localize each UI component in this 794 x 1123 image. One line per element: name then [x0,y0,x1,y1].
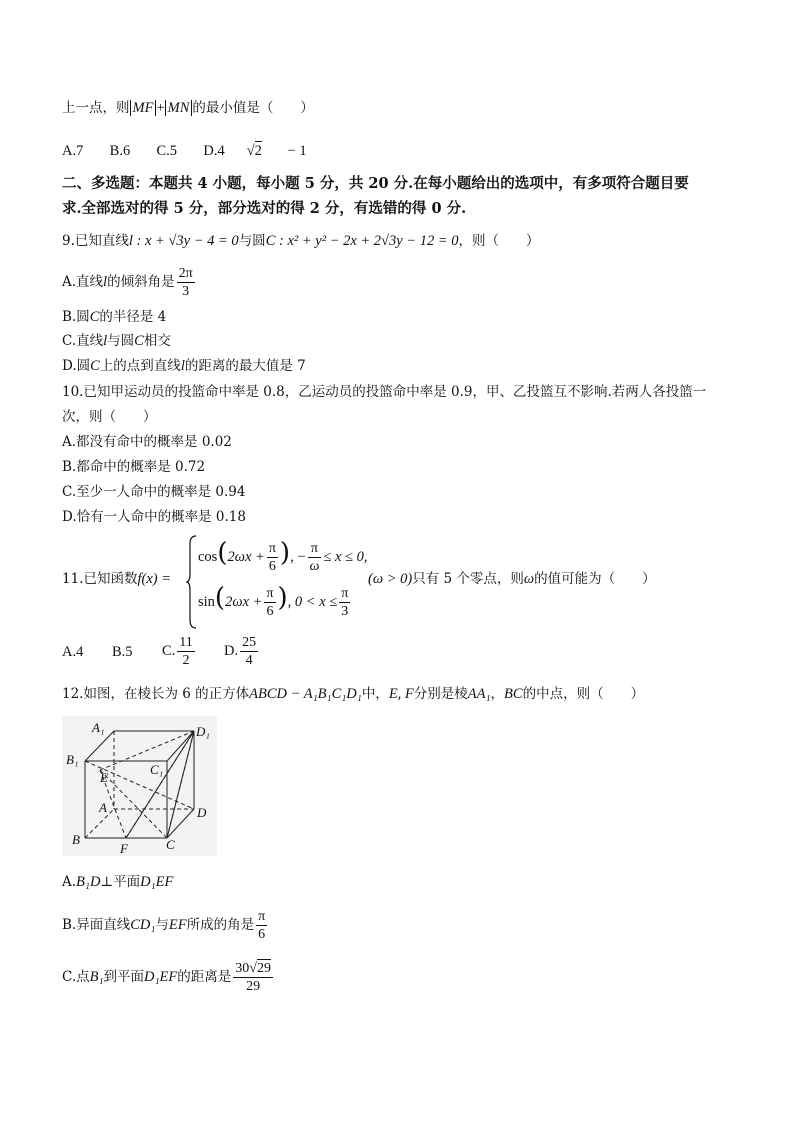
q12-c-plane: D₁EF [144,969,178,985]
label-c: C [166,837,175,852]
q9-d-mid: 上的点到直线 [99,358,181,374]
q8-d-prefix: D.4 [203,143,225,159]
fraction-25-4 [240,634,258,669]
q8-option-c: C.5 [156,143,178,159]
q8-stem-tail [62,99,314,117]
q9-circle-equation: C : x² + y² − 2x + 2√3y − 12 = 0 [265,233,459,249]
q12-stem-c: 分别是棱 [413,686,468,702]
frac-den: ω [309,559,320,574]
q12-a-prefix: A. [62,874,77,890]
q8-d-suffix: − 1 [287,143,307,159]
q12-option-c [62,960,275,995]
fraction-2pi-3 [177,265,195,300]
q12-stem-a: 12.如图，在棱长为 6 的正方体 [62,686,250,702]
q11-case1-sep: , − [290,549,306,565]
section2-line1: 二、多选题：本题共 4 小题，每小题 5 分，共 20 分.在每小题给出的选项中，有多项符合题目要 [62,175,689,192]
q11-stem-a: 11.已知函数 [62,571,138,587]
frac-den: 6 [268,559,276,574]
label-a1: A₁ [92,720,105,735]
fraction-11-2 [177,634,194,669]
q12-ef: E, F [388,686,414,702]
num-coeff: 30 [235,961,250,976]
q12-b-ef: EF [168,917,187,933]
q9-line-equation: l : x + √3y − 4 = 0 [128,233,239,249]
q9-option-d [62,357,306,375]
q10-option-d: D.恰有一人命中的概率是 0.18 [62,509,246,525]
fraction-pi-6 [267,540,278,575]
q12-b-prefix: B.异面直线 [62,917,131,933]
frac-den: 29 [246,979,261,994]
q8-prefix: 上一点，则 [62,100,130,116]
q10-option-a: A.都没有命中的概率是 0.02 [62,434,232,450]
q11-case2-arg: 2ωx + [225,594,263,610]
label-b1: B₁ [66,752,79,767]
q8-suffix: 的最小值是（ ） [192,100,314,116]
q11-stem-b: 只有 5 个零点，则 [412,571,524,587]
q12-b-mid: 与 [155,917,169,933]
q9-c-c: C [134,333,144,349]
frac-num: π [308,540,322,558]
frac-num: 2π [178,266,193,281]
fraction-pi-6 [256,908,267,943]
q9-stem-c: ，则（ ） [458,233,540,249]
section2-line2: 求.全部选对的得 5 分，部分选对的得 2 分，有选错的得 0 分. [62,200,467,217]
q11-stem-a-block [62,570,171,588]
q12-stem-d: ， [490,686,505,702]
q9-d-c: C [90,358,100,374]
q9-d-l: l [180,358,185,374]
q12-cube-name: ABCD − A₁B₁C₁D₁ [249,686,362,702]
frac-den: 2 [182,653,190,668]
abs-mf [130,100,157,116]
frac-num: π [341,586,349,601]
abs-mn [165,100,193,116]
fraction-30sqrt29-29 [233,960,273,995]
q10-option-c: C.至少一人命中的概率是 0.94 [62,484,246,500]
fraction-pi-6 [264,585,275,620]
q9-d-prefix: D.圆 [62,358,91,374]
frac-den: 3 [341,604,349,619]
q8-options [62,142,351,160]
q11-case1-arg: 2ωx + [227,549,265,565]
q8-option-d: D.4 √2 − 1 [203,143,307,159]
q11-case2-range: , 0 < x ≤ [287,594,338,610]
q12-bc: BC [504,686,523,702]
paren-close: ) [277,583,288,613]
label-d: D [197,805,207,820]
q11-option-c [162,634,224,669]
q9-d-tail: 的距离的最大值是 7 [184,358,306,374]
q12-a-b1d: B₁D [76,874,101,890]
frac-den: 3 [182,284,190,299]
label-f: F [120,841,128,856]
q12-option-b [62,908,269,943]
mf-text: MF [132,100,154,116]
q12-c-b1: B₁ [89,969,104,985]
q12-stem-b: 中， [361,686,389,702]
q11-omega: ω [523,571,535,587]
q12-c-prefix: C.点 [62,969,90,985]
q12-stem [62,685,644,703]
q12-a-plane: D₁EF [140,874,174,890]
q11-options [62,634,260,669]
q12-b-tail: 所成的角是 [186,917,255,933]
q12-option-a [62,873,173,891]
paren-open: ( [217,538,228,568]
q9-a-l: l [103,274,108,290]
q11-brace [186,534,198,630]
q11-sin: sin [198,594,215,610]
q11-cos: cos [198,549,218,565]
q11-option-b: B.5 [112,643,133,660]
q10-stem-line1: 10.已知甲运动员的投篮命中率是 0.8，乙运动员的投篮命中率是 0.9，甲、乙投篮互不影响.若两人各投篮一 [62,384,707,400]
q11-stem-c: 的值可能为（ ） [534,571,656,587]
q11-case2 [198,585,352,620]
q9-b-tail: 的半径是 4 [99,309,167,325]
q12-b-cd1: CD₁ [130,917,156,933]
q12-aa1: AA₁ [467,686,491,702]
q11-option-d [224,635,260,668]
q12-c-tail: 的距离是 [177,969,232,985]
q9-option-c [62,332,171,350]
paren-close: ) [279,538,291,568]
frac-num: π [268,541,276,556]
q9-stem [62,232,540,250]
paren-open: ( [214,583,226,613]
q12-c-mid: 到平面 [103,969,145,985]
q11-case1 [198,540,368,575]
frac-num: π [266,586,274,601]
q9-b-prefix: B.圆 [62,309,90,325]
q9-b-c: C [89,309,100,325]
q11-fx: f(x) = [137,571,172,587]
frac-den: 6 [266,604,274,619]
q11-c-prefix: C. [162,642,176,659]
label-a: A [99,800,107,815]
q12-stem-e: 的中点，则（ ） [522,686,645,702]
label-b: B [72,832,80,847]
fraction-pi-3 [339,585,350,620]
q11-stem-b-block [368,570,656,588]
q9-c-mid: 与圆 [107,333,135,349]
q8-d-radicand: 2 [254,143,262,159]
q10-stem-line2: 次，则（ ） [62,409,157,425]
q11-case1-range: ≤ x ≤ 0, [323,549,368,565]
frac-den: 4 [245,653,253,668]
frac-num: 25 [242,635,257,650]
label-e: E [100,770,108,785]
fraction-pi-omega [308,540,322,575]
label-d1: D₁ [196,724,210,739]
q9-option-a [62,265,197,300]
q9-c-prefix: C.直线 [62,333,104,349]
q9-a-mid: 的倾斜角是 [107,274,175,290]
q11-d-prefix: D. [224,642,239,659]
frac-num: 30√29 [235,961,271,976]
mn-text: MN [167,100,190,116]
q8-option-b: B.6 [109,143,131,159]
q9-a-prefix: A.直线 [62,274,104,290]
label-c1: C₁ [150,762,164,777]
q9-stem-b: 与圆 [238,233,266,249]
q9-stem-a: 9.已知直线 [62,233,129,249]
q9-c-tail: 相交 [143,333,171,349]
q10-option-b: B.都命中的概率是 0.72 [62,459,206,475]
frac-num: π [258,909,266,924]
q11-option-a: A.4 [62,643,84,660]
q8-option-a: A.7 [62,143,84,159]
plus-sign: + [156,100,165,116]
num-radicand: 29 [256,961,271,976]
frac-num: 11 [179,635,193,650]
q12-a-mid: ⊥平面 [100,874,141,890]
frac-den: 6 [258,927,266,942]
cube-figure [62,716,217,856]
q9-c-l: l [103,333,108,349]
q11-condition: (ω > 0) [368,571,413,587]
q9-option-b [62,308,166,326]
